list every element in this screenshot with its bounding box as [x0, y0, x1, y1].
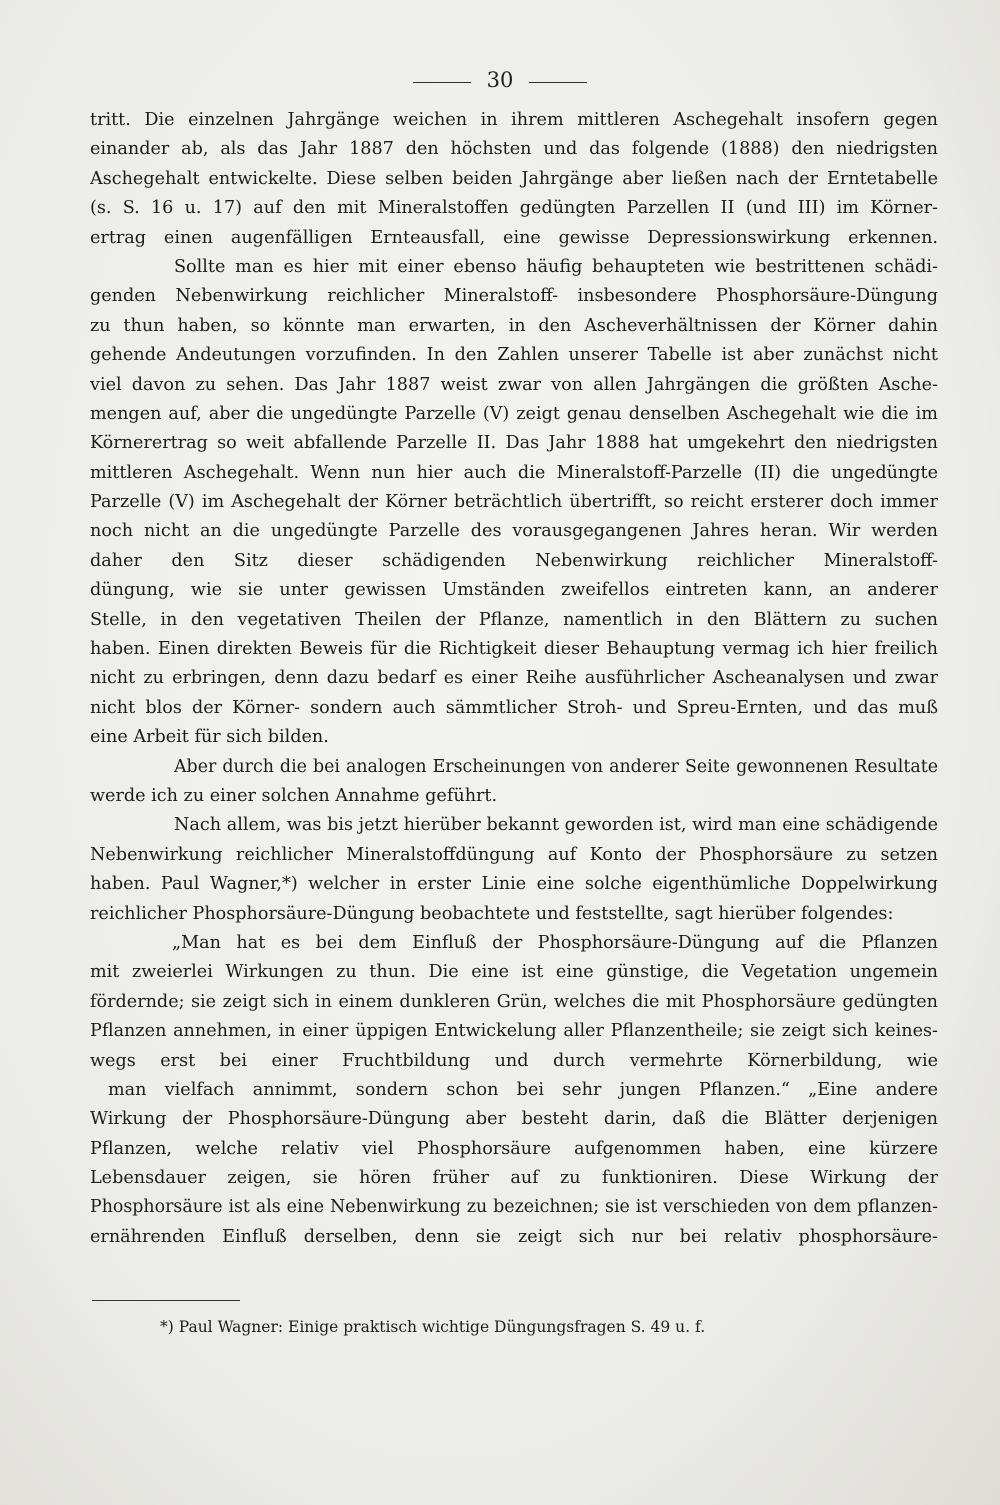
footnote: *) Paul Wagner: Einige praktisch wichtige Düngungsfragen S. 49 u. f.	[160, 1318, 706, 1336]
paragraph-start-line: Aber durch die bei analogen Erscheinungen von anderer Seite gewonnenen Resultate	[174, 756, 938, 777]
text-line: Körnerertrag so weit abfallende Parzelle II. Das Jahr 1888 hat umgekehrt den niedrigsten	[90, 433, 938, 454]
text-line: noch nicht an die ungedüngte Parzelle des vorausgegangenen Jahres heran. Wir werden	[90, 521, 938, 542]
text-line: düngung, wie sie unter gewissen Umständen zweifellos eintreten kann, an anderer	[90, 580, 938, 601]
text-line: mengen auf, aber die ungedüngte Parzelle (V) zeigt genau denselben Aschegehalt wie die im	[90, 403, 938, 424]
text-line: einander ab, als das Jahr 1887 den höchsten und das folgende (1888) den niedrigsten	[90, 139, 938, 160]
text-line: nicht blos der Körner- sondern auch sämmtlicher Stroh- und Spreu-Ernten, und das muß	[90, 697, 938, 718]
text-line: nicht zu erbringen, denn dazu bedarf es einer Reihe ausführlicher Ascheanalysen und zwar	[90, 668, 938, 689]
text-line: Phosphorsäure ist als eine Nebenwirkung zu bezeichnen; sie ist verschieden von dem pflanzen-	[90, 1197, 938, 1218]
footnote-rule	[92, 1300, 240, 1301]
text-line: Aschegehalt entwickelte. Diese selben beiden Jahrgänge aber ließen nach der Erntetabelle	[90, 168, 938, 189]
text-line: (s. S. 16 u. 17) auf den mit Mineralstoffen gedüngten Parzellen II (und III) im Körner-	[90, 198, 938, 219]
text-line: Wirkung der Phosphorsäure-Düngung aber besteht darin, daß die Blätter derjenigen	[90, 1109, 938, 1130]
header-rule-right	[529, 82, 587, 83]
page-number: 30	[486, 68, 514, 92]
paragraph-end-line: eine Arbeit für sich bilden.	[90, 727, 329, 748]
text-line: wegs erst bei einer Fruchtbildung und durch vermehrte Körnerbildung, wie	[90, 1050, 938, 1071]
paragraph-start-line: Nach allem, was bis jetzt hierüber bekannt geworden ist, wird man eine schädigende	[174, 815, 938, 836]
header-rule-left	[413, 82, 471, 83]
text-line: ernährenden Einfluß derselben, denn sie zeigt sich nur bei relativ phosphorsäure-	[90, 1226, 938, 1247]
paragraph-end-line: reichlicher Phosphorsäure-Düngung beobachtete und feststellte, sagt hierüber folgendes:	[90, 903, 894, 924]
text-line: haben. Einen direkten Beweis für die Richtigkeit dieser Behauptung vermag ich hier freilich	[90, 639, 938, 660]
text-line: Pflanzen, welche relativ viel Phosphorsäure aufgenommen haben, eine kürzere	[90, 1138, 938, 1159]
text-line: Stelle, in den vegetativen Theilen der Pflanze, namentlich in den Blättern zu suchen	[90, 609, 938, 630]
text-line: ertrag einen augenfälligen Ernteausfall, eine gewisse Depressionswirkung erkennen.	[90, 227, 938, 248]
text-line: haben. Paul Wagner,*) welcher in erster Linie eine solche eigenthümliche Doppelwirkung	[90, 874, 938, 895]
text-line: Parzelle (V) im Aschegehalt der Körner beträchtlich übertrifft, so reicht ersterer doch immer	[90, 492, 938, 513]
text-line: Pflanzen annehmen, in einer üppigen Entwickelung aller Pflanzentheile; sie zeigt sich keines-	[90, 1021, 938, 1042]
text-line: viel davon zu sehen. Das Jahr 1887 weist zwar von allen Jahrgängen die größten Asche-	[90, 374, 938, 395]
text-line: mit zweierlei Wirkungen zu thun. Die eine ist eine günstige, die Vegetation ungemein	[90, 962, 938, 983]
text-line: fördernde; sie zeigt sich in einem dunkleren Grün, welches die mit Phosphorsäure gedüngten	[90, 991, 938, 1012]
page-header	[0, 68, 1000, 92]
text-line: tritt. Die einzelnen Jahrgänge weichen in ihrem mittleren Aschegehalt insofern gegen	[90, 110, 938, 130]
text-line: genden Nebenwirkung reichlicher Mineralstoff- insbesondere Phosphorsäure-Düngung	[90, 286, 938, 307]
quote-start-line: „Man hat es bei dem Einfluß der Phosphorsäure-Düngung auf die Pflanzen	[172, 932, 938, 953]
paragraph-end-line: werde ich zu einer solchen Annahme geführt.	[90, 785, 498, 806]
paragraph-start-line: Sollte man es hier mit einer ebenso häufig behaupteten wie bestrittenen schädi-	[174, 256, 938, 277]
text-line: mittleren Aschegehalt. Wenn nun hier auch die Mineralstoff-Parzelle (II) die ungedüngte	[90, 462, 938, 483]
text-line: man vielfach annimmt, sondern schon bei sehr jungen Pflanzen.“ „Eine andere	[108, 1079, 938, 1100]
text-line: gehende Andeutungen vorzufinden. In den Zahlen unserer Tabelle ist aber zunächst nicht	[90, 345, 938, 366]
text-line: daher den Sitz dieser schädigenden Nebenwirkung reichlicher Mineralstoff-	[90, 550, 938, 571]
text-line: Lebensdauer zeigen, sie hören früher auf zu funktioniren. Diese Wirkung der	[90, 1168, 938, 1189]
text-line: Nebenwirkung reichlicher Mineralstoffdüngung auf Konto der Phosphorsäure zu setzen	[90, 844, 938, 865]
text-line: zu thun haben, so könnte man erwarten, in den Ascheverhältnissen der Körner dahin	[90, 315, 938, 336]
body-text	[90, 106, 938, 1252]
